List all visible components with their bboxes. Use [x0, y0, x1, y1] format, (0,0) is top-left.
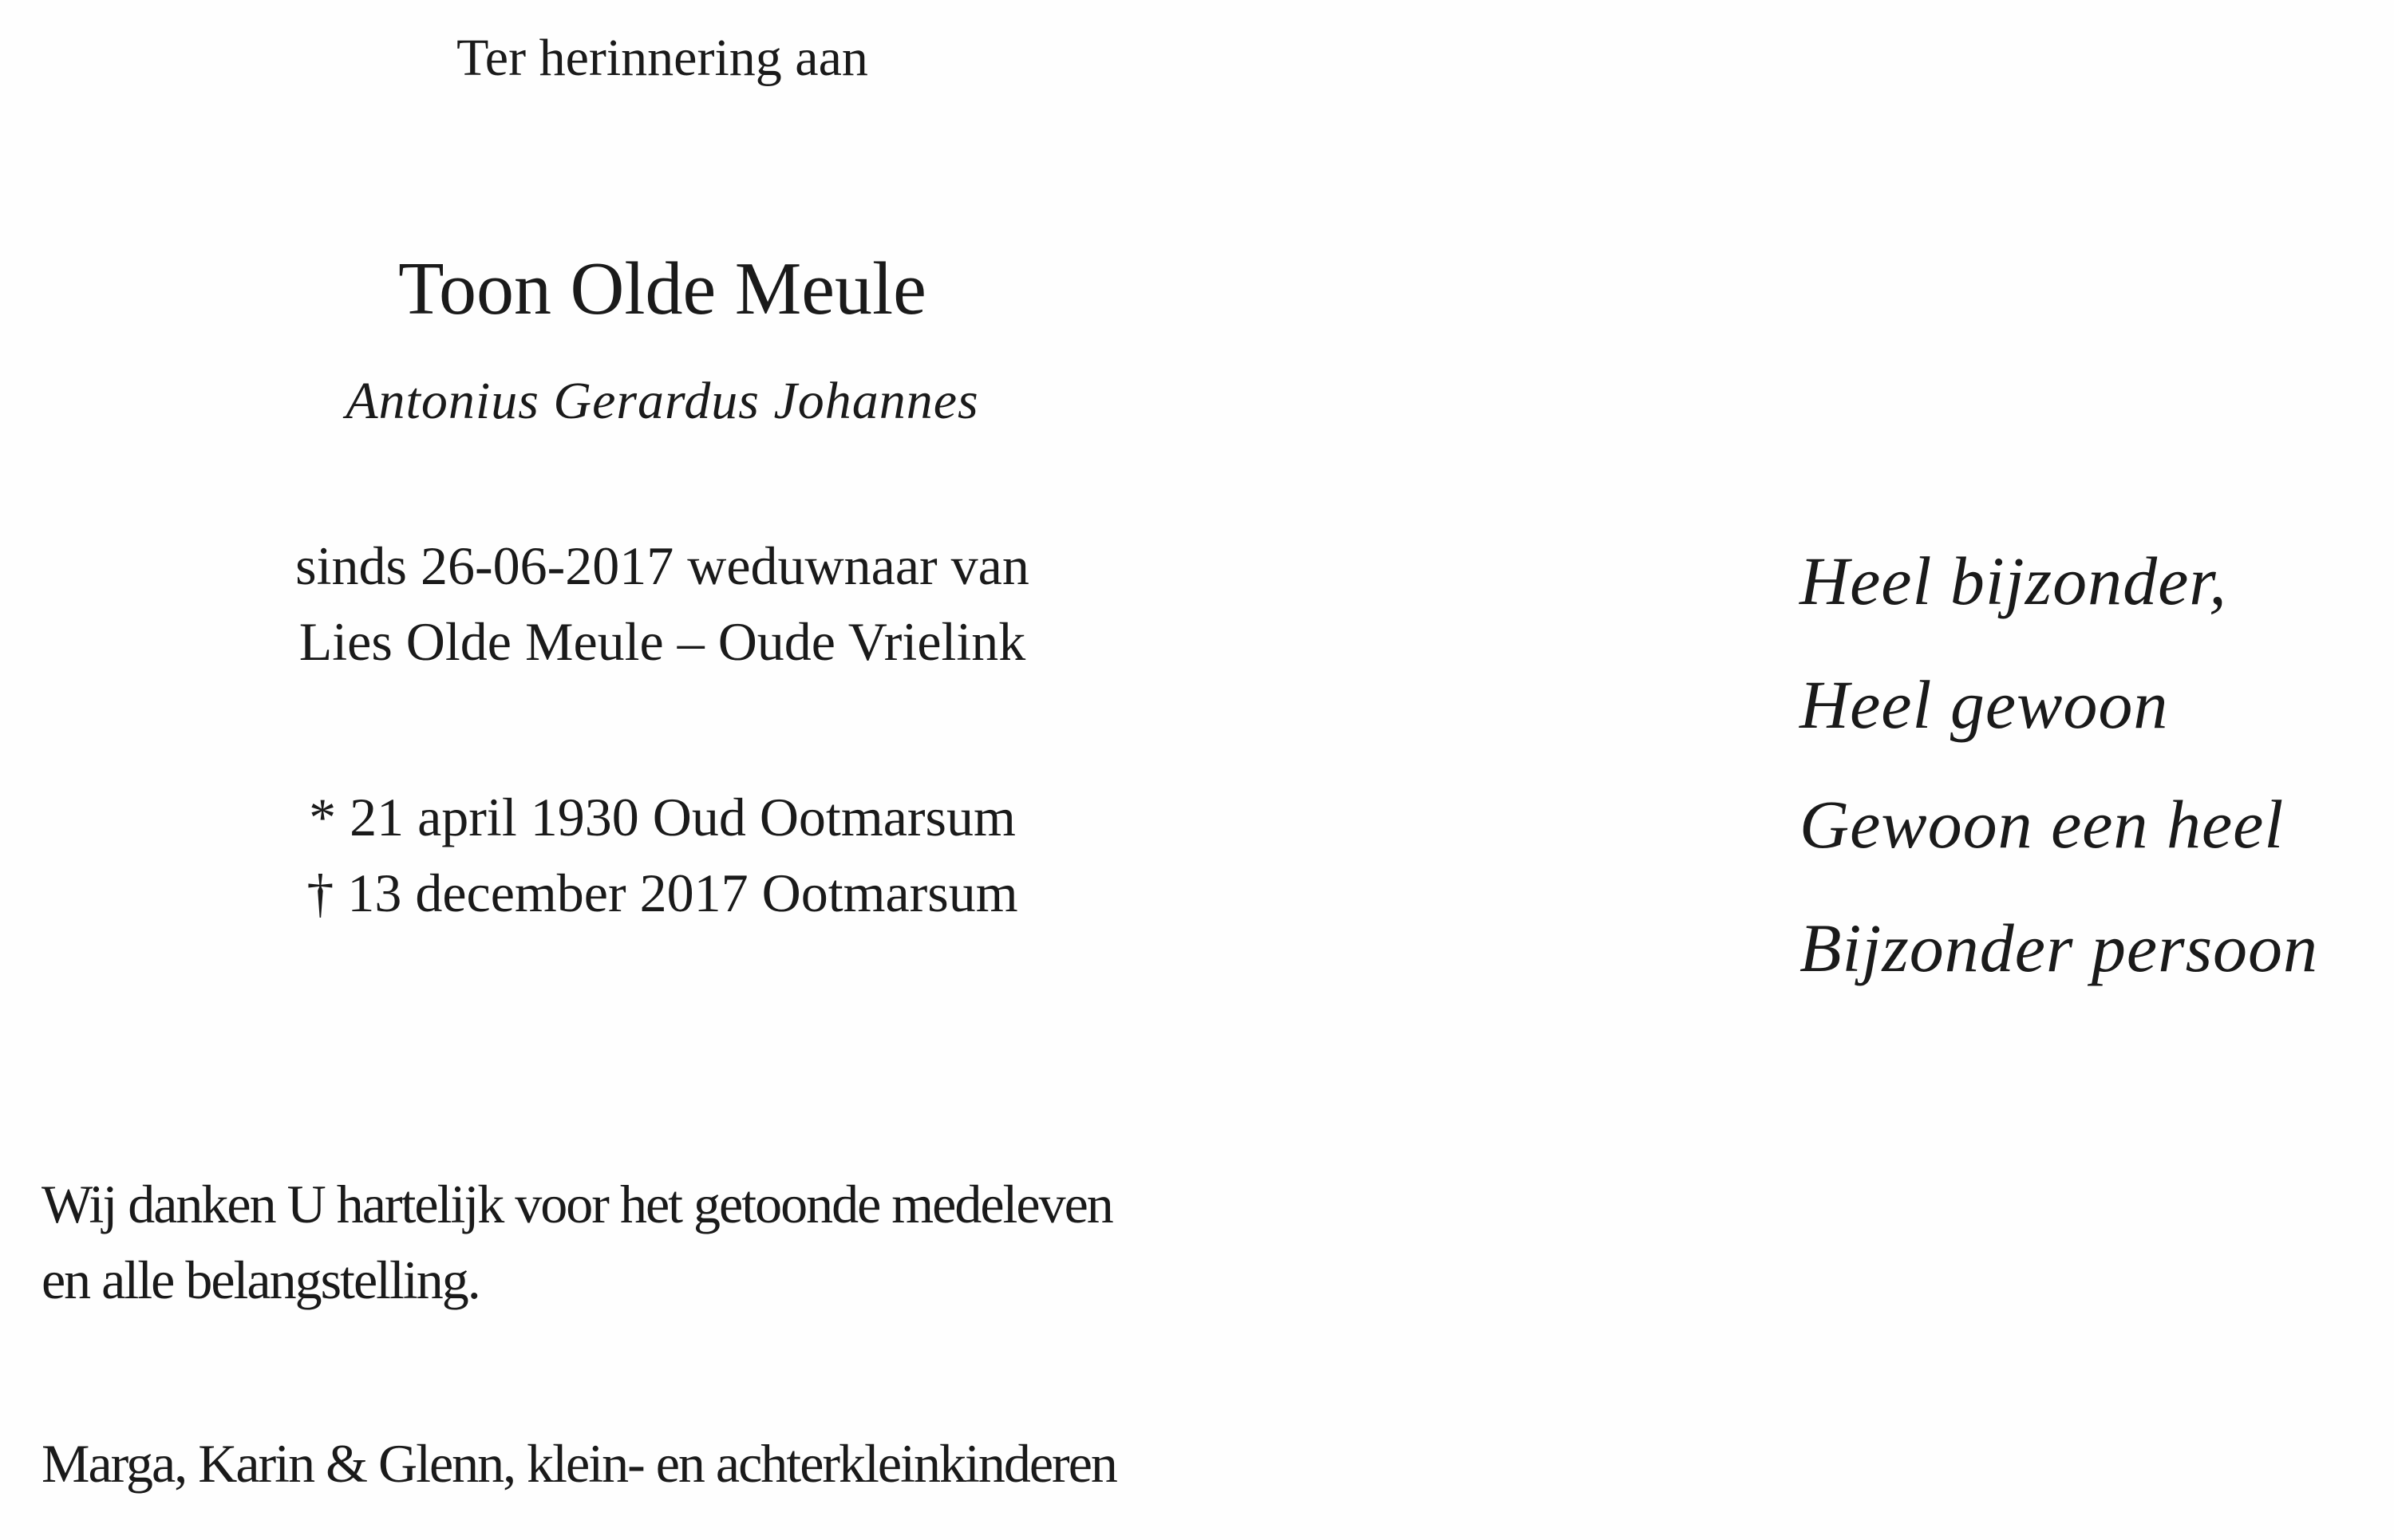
- family-signature: Marga, Karin & Glenn, klein- en achterkleinkinderen: [41, 1433, 1116, 1494]
- birth-line: * 21 april 1930 Oud Ootmarsum: [309, 787, 1016, 847]
- widower-line-1: sinds 26-06-2017 weduwnaar van: [295, 535, 1029, 596]
- intro-text: Ter herinnering aan: [456, 29, 868, 87]
- poem-line: Heel gewoon: [1799, 666, 2169, 743]
- deceased-name: Toon Olde Meule: [398, 247, 926, 330]
- thanks-line-1: Wij danken U hartelijk voor het getoonde medeleven: [41, 1174, 1112, 1234]
- death-line: † 13 december 2017 Ootmarsum: [306, 863, 1018, 923]
- poem-line: Heel bijzonder,: [1799, 543, 2227, 619]
- poem-line: Bijzonder persoon: [1799, 910, 2319, 986]
- thanks-line-2: en alle belangstelling.: [41, 1250, 480, 1310]
- poem-line: Gewoon een heel: [1799, 786, 2285, 863]
- widower-line-2: Lies Olde Meule – Oude Vrielink: [298, 611, 1026, 672]
- given-names: Antonius Gerardus Johannes: [346, 372, 979, 430]
